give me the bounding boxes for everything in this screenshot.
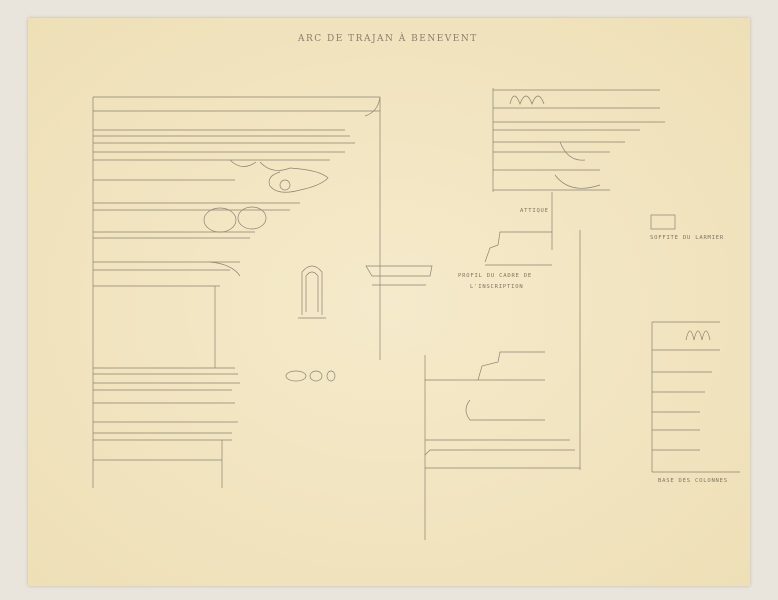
label-profil-cadre: PROFIL DU CADRE DE — [458, 273, 533, 279]
drawing-title: ARC DE TRAJAN À BENEVENT — [298, 34, 478, 44]
label-soffite: SOFFITE DU LARMIER — [650, 235, 725, 241]
center-base-profile — [425, 230, 580, 540]
label-inscription: L'INSCRIPTION — [470, 284, 524, 290]
base-colonnes-profile — [652, 322, 740, 472]
attique-profile — [493, 88, 675, 250]
small-details — [286, 266, 432, 381]
entablature-profile — [93, 97, 380, 488]
label-base-colonnes: BASE DES COLONNES — [658, 478, 728, 484]
cadre-profile — [485, 232, 552, 265]
label-attique: ATTIQUE — [520, 208, 549, 214]
